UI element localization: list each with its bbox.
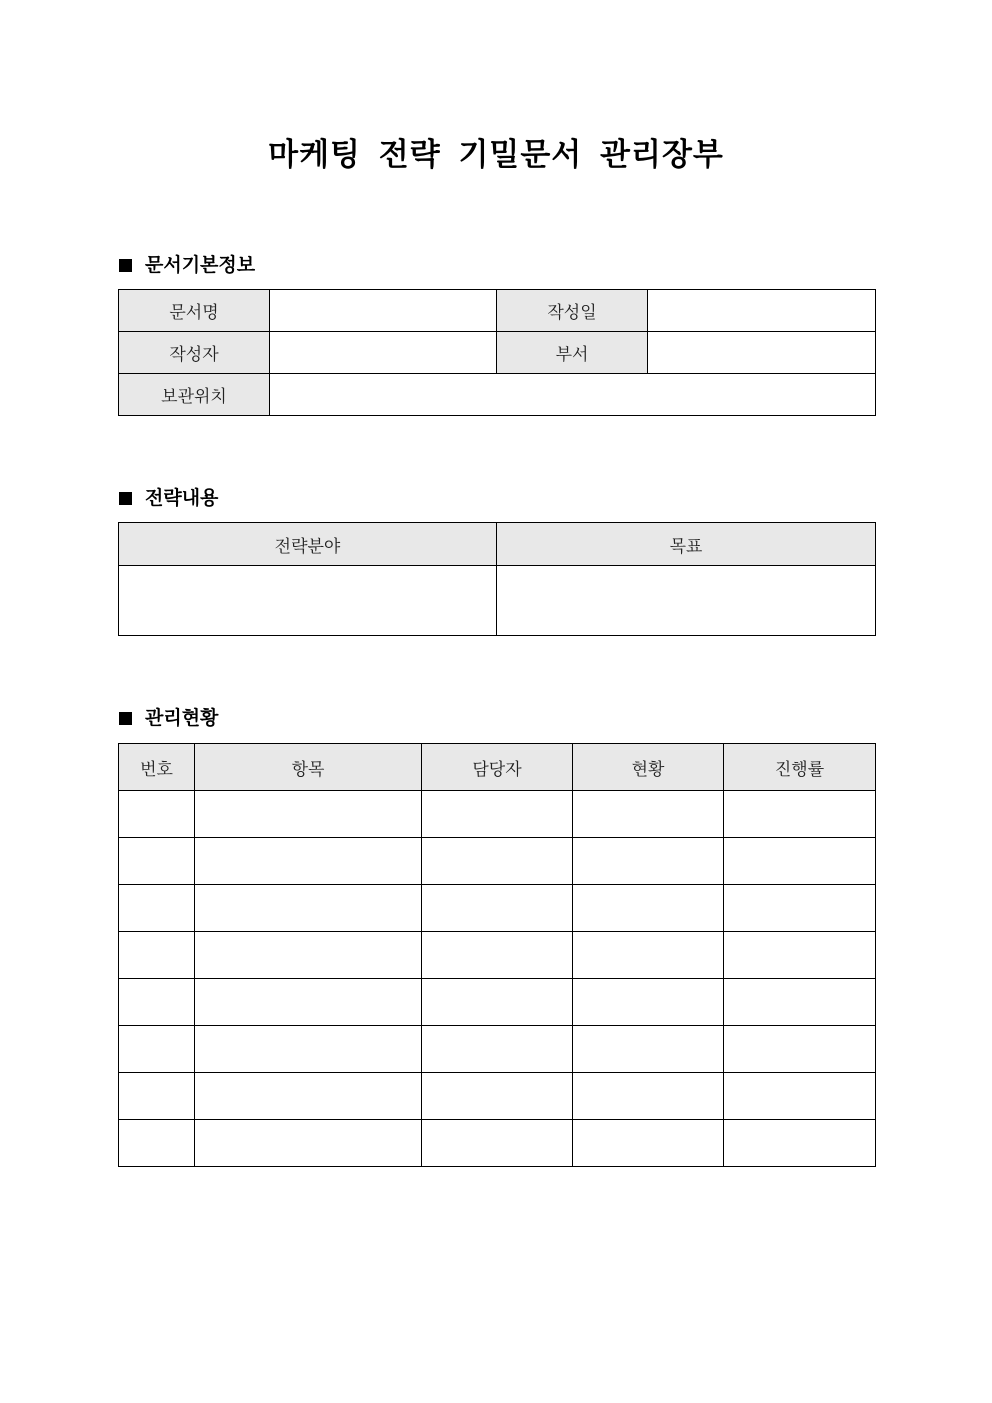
section-heading-label: 관리현황 (145, 707, 219, 729)
item-cell[interactable] (195, 1026, 422, 1073)
section-heading-basic-info (119, 253, 255, 277)
written-date-field[interactable] (648, 290, 876, 332)
status-cell[interactable] (573, 1073, 724, 1120)
number-cell[interactable] (119, 979, 195, 1026)
item-cell[interactable] (195, 979, 422, 1026)
basic-info-table (118, 289, 876, 416)
table-header-row (119, 744, 876, 791)
item-cell[interactable] (195, 1120, 422, 1167)
table-row (119, 1120, 876, 1167)
square-bullet-icon (119, 712, 132, 725)
manager-cell[interactable] (422, 979, 573, 1026)
progress-cell[interactable] (724, 1073, 876, 1120)
storage-location-field[interactable] (270, 374, 876, 416)
progress-cell[interactable] (724, 885, 876, 932)
number-cell[interactable] (119, 932, 195, 979)
table-header-row (119, 523, 876, 566)
table-row (119, 566, 876, 636)
table-row (119, 791, 876, 838)
item-cell[interactable] (195, 1073, 422, 1120)
author-field[interactable] (270, 332, 497, 374)
section-heading-label: 전략내용 (145, 487, 219, 509)
square-bullet-icon (119, 259, 132, 272)
column-header-number: 번호 (119, 744, 195, 791)
number-cell[interactable] (119, 1026, 195, 1073)
table-row (119, 1073, 876, 1120)
item-cell[interactable] (195, 838, 422, 885)
column-header-item: 항목 (195, 744, 422, 791)
table-row (119, 932, 876, 979)
item-cell[interactable] (195, 885, 422, 932)
manager-cell[interactable] (422, 1120, 573, 1167)
manager-cell[interactable] (422, 1073, 573, 1120)
item-cell[interactable] (195, 791, 422, 838)
number-cell[interactable] (119, 791, 195, 838)
status-cell[interactable] (573, 979, 724, 1026)
table-row (119, 332, 876, 374)
goal-cell[interactable] (497, 566, 876, 636)
department-label: 부서 (497, 332, 648, 374)
progress-cell[interactable] (724, 979, 876, 1026)
column-header-status: 현황 (573, 744, 724, 791)
column-header-manager: 담당자 (422, 744, 573, 791)
number-cell[interactable] (119, 838, 195, 885)
author-label: 작성자 (119, 332, 270, 374)
table-row (119, 290, 876, 332)
progress-cell[interactable] (724, 932, 876, 979)
department-field[interactable] (648, 332, 876, 374)
number-cell[interactable] (119, 1120, 195, 1167)
status-cell[interactable] (573, 838, 724, 885)
written-date-label: 작성일 (497, 290, 648, 332)
section-heading-strategy (119, 486, 218, 510)
number-cell[interactable] (119, 1073, 195, 1120)
table-row (119, 1026, 876, 1073)
column-header-goal: 목표 (497, 523, 876, 566)
table-row (119, 885, 876, 932)
column-header-progress: 진행률 (724, 744, 876, 791)
doc-name-label: 문서명 (119, 290, 270, 332)
square-bullet-icon (119, 492, 132, 505)
page-title: 마케팅 전략 기밀문서 관리장부 (268, 137, 724, 173)
table-row (119, 979, 876, 1026)
section-heading-management (119, 706, 218, 730)
status-cell[interactable] (573, 932, 724, 979)
progress-cell[interactable] (724, 1026, 876, 1073)
column-header-strategy-field: 전략분야 (119, 523, 497, 566)
progress-cell[interactable] (724, 838, 876, 885)
section-heading-label: 문서기본정보 (145, 254, 256, 276)
manager-cell[interactable] (422, 791, 573, 838)
status-cell[interactable] (573, 791, 724, 838)
status-cell[interactable] (573, 1120, 724, 1167)
progress-cell[interactable] (724, 1120, 876, 1167)
management-table (118, 743, 876, 1167)
item-cell[interactable] (195, 932, 422, 979)
storage-location-label: 보관위치 (119, 374, 270, 416)
table-row (119, 838, 876, 885)
manager-cell[interactable] (422, 932, 573, 979)
table-row (119, 374, 876, 416)
status-cell[interactable] (573, 1026, 724, 1073)
status-cell[interactable] (573, 885, 724, 932)
number-cell[interactable] (119, 885, 195, 932)
strategy-table (118, 522, 876, 636)
manager-cell[interactable] (422, 1026, 573, 1073)
manager-cell[interactable] (422, 885, 573, 932)
progress-cell[interactable] (724, 791, 876, 838)
manager-cell[interactable] (422, 838, 573, 885)
doc-name-field[interactable] (270, 290, 497, 332)
strategy-field-cell[interactable] (119, 566, 497, 636)
